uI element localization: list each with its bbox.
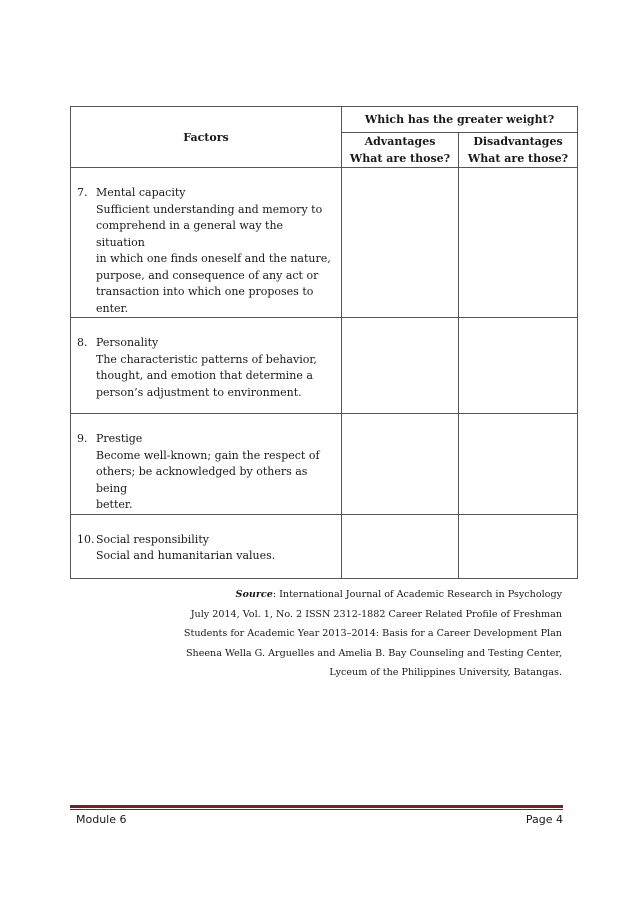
disadvantages-label: Disadvantages xyxy=(473,135,563,148)
source-line: Lyceum of the Philippines University, Batangas. xyxy=(329,667,562,679)
source-line: Sheena Wella G. Arguelles and Amelia B. Bay Counseling and Testing Center, xyxy=(185,647,562,659)
factor-description-line: comprehend in a general way the situation xyxy=(96,219,284,249)
advantages-header xyxy=(342,133,459,168)
table-row xyxy=(71,414,578,515)
factor-description-line: The characteristic patterns of behavior, xyxy=(96,352,317,366)
table-row xyxy=(71,318,578,414)
advantages-label: Advantages xyxy=(364,135,436,148)
factor-description-line: Social and humanitarian values. xyxy=(96,549,276,562)
footer-rule-thick xyxy=(70,805,563,808)
factor-description-line: purpose, and consequence of any act or xyxy=(96,268,319,282)
table-header-row xyxy=(71,107,578,133)
factors-table-container xyxy=(70,106,577,579)
advantages-question: What are those? xyxy=(349,152,451,165)
factor-number: 10. xyxy=(77,532,95,546)
factor-number: 9. xyxy=(77,432,88,445)
advantages-answer-cell[interactable] xyxy=(342,168,459,318)
disadvantages-answer-cell[interactable] xyxy=(459,414,578,515)
table-row xyxy=(71,514,578,578)
factor-description-line: others; be acknowledged by others as being xyxy=(96,465,308,495)
factors-table xyxy=(70,106,578,579)
footer-rule-thin xyxy=(70,809,563,810)
source-line: Students for Academic Year 2013–2014: Basis for a Career Development Plan xyxy=(183,628,562,640)
factor-cell xyxy=(71,514,342,578)
source-label: Source xyxy=(235,589,273,600)
footer-module: Module 6 xyxy=(76,813,127,826)
factor-cell xyxy=(71,414,342,515)
footer-page-number: Page 4 xyxy=(525,813,563,826)
factor-cell xyxy=(71,318,342,414)
factors-header: Factors xyxy=(71,107,342,168)
factor-description-line: person’s adjustment to environment. xyxy=(96,385,302,399)
advantages-answer-cell[interactable] xyxy=(342,414,459,515)
disadvantages-question: What are those? xyxy=(467,152,569,165)
factor-title: Social responsibility xyxy=(96,532,209,546)
factor-title: Prestige xyxy=(96,432,143,445)
factor-description-line: Sufficient understanding and memory to xyxy=(96,202,323,216)
disadvantages-answer-cell[interactable] xyxy=(459,318,578,414)
factor-title: Personality xyxy=(96,336,159,349)
factor-cell xyxy=(71,168,342,318)
factor-number: 7. xyxy=(77,186,88,199)
factor-description-line: thought, and emotion that determine a xyxy=(96,369,313,382)
source-line: July 2014, Vol. 1, No. 2 ISSN 2312-1882 Career Related Profile of Freshman xyxy=(190,608,562,620)
factor-description-line: better. xyxy=(96,498,133,511)
source-line xyxy=(182,585,562,605)
source-citation xyxy=(182,585,562,683)
factor-description-line: Become well-known; gain the respect of xyxy=(96,448,320,462)
advantages-answer-cell[interactable] xyxy=(342,514,459,578)
factor-description-line: in which one finds oneself and the nature, xyxy=(96,252,331,265)
factor-description-line: transaction into which one proposes to xyxy=(96,285,314,298)
source-journal: : International Journal of Academic Research in Psychology xyxy=(272,589,562,600)
table-row xyxy=(71,168,578,318)
factor-description-line: enter. xyxy=(96,301,129,315)
factor-number: 8. xyxy=(77,336,88,349)
weight-header: Which has the greater weight? xyxy=(342,107,578,133)
disadvantages-answer-cell[interactable] xyxy=(459,514,578,578)
disadvantages-header xyxy=(459,133,578,168)
disadvantages-answer-cell[interactable] xyxy=(459,168,578,318)
factor-title: Mental capacity xyxy=(96,186,186,199)
advantages-answer-cell[interactable] xyxy=(342,318,459,414)
